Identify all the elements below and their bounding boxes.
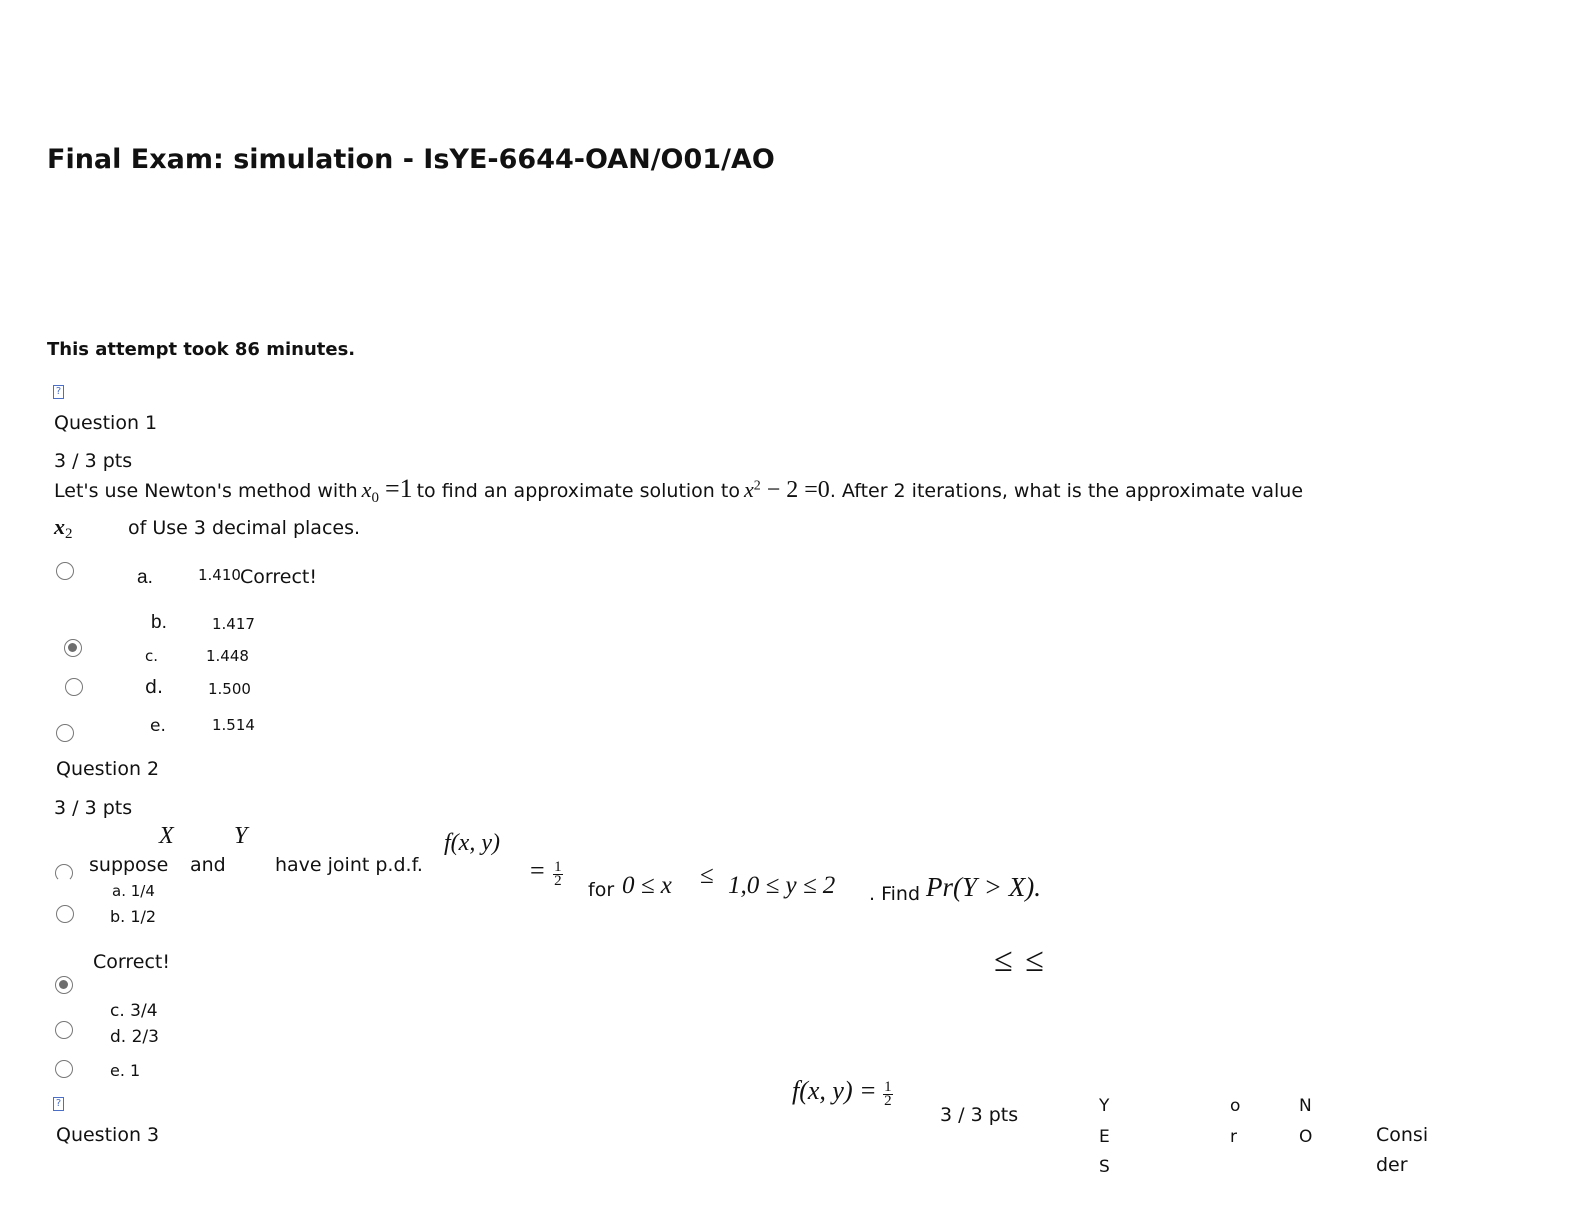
question-box-icon-2: ? xyxy=(53,1097,64,1111)
q2-cond-1: 0 ≤ x xyxy=(622,872,672,899)
q1-x0-symbol: x xyxy=(361,477,372,502)
q2-density-expression xyxy=(530,856,563,888)
page-title: Final Exam: simulation - IsYE-6644-OAN/O01/AO xyxy=(47,144,775,175)
q3-or-letter-2: r xyxy=(1230,1127,1237,1147)
q1-x0-equals: =1 xyxy=(384,474,413,503)
q2-var-y: Y xyxy=(234,823,248,849)
q1-x2-subscript: 2 xyxy=(65,526,73,543)
q3-no-letter-1: N xyxy=(1299,1096,1312,1116)
q1-option-a-radio[interactable] xyxy=(56,562,74,580)
q1-text-d: of Use 3 decimal places. xyxy=(128,517,361,539)
q3-or-letter-1: o xyxy=(1230,1096,1241,1116)
q2-option-d: d. 2/3 xyxy=(110,1027,159,1047)
question-1-prompt xyxy=(54,474,1303,507)
q2-option-e: e. 1 xyxy=(110,1061,141,1080)
q1-correct-feedback: Correct! xyxy=(240,566,317,588)
q1-option-e-radio[interactable] xyxy=(56,724,74,742)
q3-half-den: 2 xyxy=(884,1093,892,1110)
q1-option-e-letter: e. xyxy=(150,716,166,736)
q2-cond-2: 1,0 ≤ y ≤ 2 xyxy=(728,872,836,899)
q3-consider-line-2: der xyxy=(1376,1154,1408,1176)
q2-var-x: X xyxy=(159,823,174,849)
q1-text-c: . After 2 iterations, what is the approximate value xyxy=(829,480,1304,502)
q1-text-b: to find an approximate solution to xyxy=(416,480,740,502)
q2-suppose-text: suppose xyxy=(89,854,169,876)
q2-half-fraction xyxy=(553,861,563,888)
question-2-points: 3 / 3 pts xyxy=(54,797,133,819)
q3-yes-letter-3: S xyxy=(1099,1157,1110,1177)
q2-option-b-radio[interactable] xyxy=(56,905,74,923)
q3-half-num: 1 xyxy=(884,1079,892,1096)
q3-half-fraction xyxy=(883,1081,893,1108)
q1-option-a-letter: a. xyxy=(137,567,153,588)
q1-eq-sup: 2 xyxy=(753,478,761,494)
q1-text-a: Let's use Newton's method with xyxy=(54,480,358,502)
q1-option-a-value: 1.410 xyxy=(198,566,241,584)
q2-option-a: a. 1/4 xyxy=(112,882,155,900)
q3-points: 3 / 3 pts xyxy=(940,1104,1019,1126)
q2-suppose-radio[interactable] xyxy=(55,864,73,882)
q2-probability: Pr(Y > X). xyxy=(926,872,1041,902)
q1-eq-rest: − 2 =0 xyxy=(766,477,830,503)
q2-option-b: b. 1/2 xyxy=(110,907,157,926)
q2-half-num: 1 xyxy=(554,859,562,876)
q1-option-c-value: 1.448 xyxy=(206,647,249,665)
q3-fxy: f(x, y) = xyxy=(792,1076,877,1105)
q3-density xyxy=(792,1076,893,1108)
question-1-label: Question 1 xyxy=(54,412,158,434)
q2-have-text: have joint p.d.f. xyxy=(275,854,423,876)
q2-equals: = xyxy=(530,856,545,885)
q2-option-d-radio[interactable] xyxy=(55,1060,73,1078)
top-mark xyxy=(776,0,786,5)
question-3-label: Question 3 xyxy=(56,1124,160,1146)
q1-option-b-value: 1.417 xyxy=(212,615,255,633)
q3-yes-letter-1: Y xyxy=(1099,1096,1110,1116)
q3-no-letter-2: O xyxy=(1299,1127,1313,1147)
q2-option-c-radio[interactable] xyxy=(55,1021,73,1039)
q2-correct-feedback: Correct! xyxy=(93,951,170,973)
q2-option-a-radio[interactable] xyxy=(55,976,73,994)
q1-x2-symbol: x xyxy=(54,514,65,539)
attempt-duration: This attempt took 86 minutes. xyxy=(47,339,356,360)
q1-option-e-value: 1.514 xyxy=(212,716,255,734)
q3-yes-letter-2: E xyxy=(1099,1127,1110,1147)
q1-option-b-letter: b. xyxy=(151,612,167,633)
q2-le-sign: ≤ xyxy=(700,862,714,889)
q1-option-c-radio[interactable] xyxy=(64,639,82,657)
q3-consider-line-1: Consi xyxy=(1376,1124,1429,1146)
q1-option-d-radio[interactable] xyxy=(65,678,83,696)
q2-option-c: c. 3/4 xyxy=(110,1001,158,1021)
q1-option-d-letter: d. xyxy=(145,676,164,698)
q1-eq-x: x xyxy=(743,477,754,502)
q2-half-den: 2 xyxy=(554,873,562,890)
q2-for-text: for xyxy=(588,879,615,901)
q1-x2-term xyxy=(54,514,73,543)
q2-stray-le-signs: ≤ ≤ xyxy=(994,942,1046,979)
q1-x0-subscript: 0 xyxy=(371,489,379,506)
q1-option-c-letter: c. xyxy=(145,647,159,665)
q2-fxy: f(x, y) xyxy=(444,830,500,856)
question-box-icon: ? xyxy=(53,385,64,399)
question-2-label: Question 2 xyxy=(56,758,160,780)
q2-and-text: and xyxy=(190,854,226,876)
q1-option-d-value: 1.500 xyxy=(208,680,251,698)
question-1-points: 3 / 3 pts xyxy=(54,450,133,472)
q2-find-text: . Find xyxy=(869,883,921,905)
